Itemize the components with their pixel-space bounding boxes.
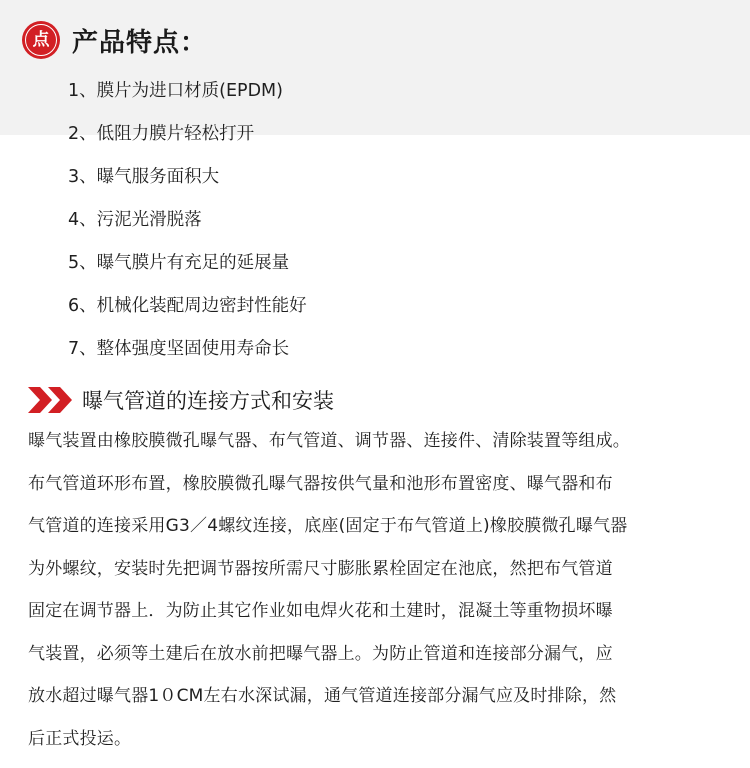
paragraph-line: 曝气装置由橡胶膜微孔曝气器、布气管道、调节器、连接件、清除装置等组成。 [28, 431, 630, 451]
point-badge-icon [22, 21, 60, 59]
badge-label: 点 [32, 29, 50, 50]
paragraph-line: 为外螺纹，安装时先把调节器按所需尺寸膨胀累栓固定在池底，然把布气管道 [28, 558, 613, 579]
installation-paragraph [28, 420, 728, 760]
feature-item: 1、膜片为进口材质(EPDM) [68, 81, 283, 101]
feature-item: 6、机械化装配周边密封性能好 [68, 296, 307, 316]
paragraph-line: 后正式投运。 [28, 728, 132, 749]
page-header [22, 20, 207, 60]
feature-item: 7、整体强度坚固使用寿命长 [68, 339, 290, 359]
paragraph-line: 气装置，必须等土建后在放水前把曝气器上。为防止管道和连接部分漏气，应 [28, 643, 613, 664]
paragraph-line: 固定在调节器上．为防止其它作业如电焊火花和土建时，混凝土等重物损坏曝 [28, 601, 613, 621]
section-heading [28, 383, 334, 417]
feature-item: 4、污泥光滑脱落 [68, 210, 202, 230]
paragraph-line: 气管道的连接采用G3／4螺纹连接，底座(固定于布气管道上)橡胶膜微孔曝气器 [28, 516, 628, 536]
paragraph-line: 放水超过曝气器1０CM左右水深试漏，通气管道连接部分漏气应及时排除，然 [28, 686, 617, 706]
section-title: 曝气管道的连接方式和安装 [82, 389, 334, 413]
double-chevron-right-icon [28, 387, 76, 413]
page-title: 产品特点： [72, 27, 208, 58]
feature-list [68, 70, 307, 371]
feature-item: 5、曝气膜片有充足的延展量 [68, 253, 290, 273]
feature-item: 2、低阻力膜片轻松打开 [68, 124, 255, 144]
paragraph-line: 布气管道环形布置，橡胶膜微孔曝气器按供气量和池形布置密度、曝气器和布 [28, 473, 613, 494]
feature-item: 3、曝气服务面积大 [68, 167, 220, 187]
